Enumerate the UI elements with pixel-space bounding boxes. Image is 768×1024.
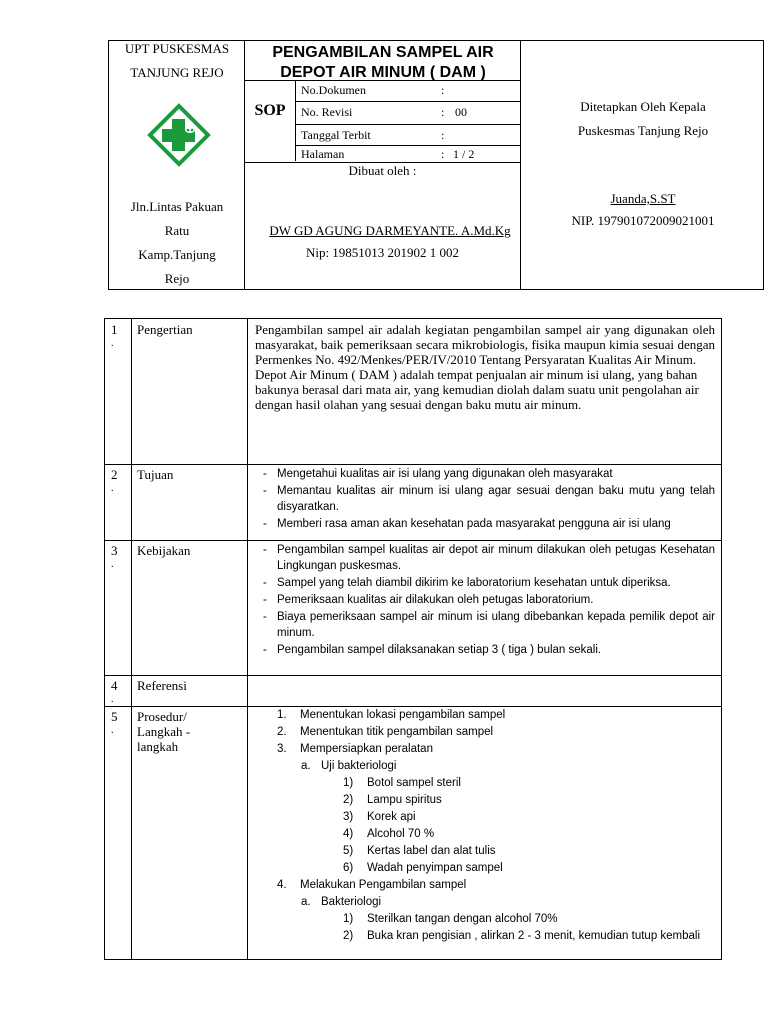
tool-number: 3) (343, 811, 354, 823)
label-line: Langkah - (137, 724, 191, 739)
tool-text: Korek api (367, 811, 416, 823)
number-text: 5 (111, 709, 118, 724)
number-text: 4 (111, 678, 118, 693)
tool-number: 6) (343, 862, 354, 874)
step-text: Menentukan titik pengambilan sampel (300, 726, 494, 738)
org-name (109, 37, 245, 85)
step-number: 2. (277, 726, 287, 738)
pengertian-text (255, 322, 715, 412)
sop-label: SOP (254, 102, 286, 119)
section-label-pengertian: Pengertian (137, 322, 193, 337)
org-line-1: UPT PUSKESMAS (124, 41, 230, 56)
number-dot: . (111, 725, 114, 736)
label-line: langkah (137, 739, 179, 754)
tool-text: Lampu spiritus (367, 794, 442, 806)
number-text: 2 (111, 467, 118, 482)
doc-row-label: Halaman (301, 147, 345, 161)
list-item: - Mengetahui kualitas air isi ulang yang digunakan oleh masyarakat (263, 468, 613, 480)
section-number (111, 468, 118, 496)
section-label-prosedur (137, 709, 190, 754)
tool-number: 4) (343, 828, 354, 840)
doc-row-label: Tanggal Terbit (301, 128, 371, 142)
divider (295, 124, 520, 125)
substep-text: Bakteriologi (321, 896, 382, 908)
divider (247, 319, 248, 959)
action-number: 1) (343, 913, 354, 925)
org-line-2: TANJUNG REJO (130, 65, 224, 80)
step-number: 3. (277, 743, 287, 755)
puskesmas-logo (147, 103, 211, 167)
list-item-text: Memberi rasa aman akan kesehatan pada masyarakat pengguna air isi ulang (277, 518, 671, 530)
document-title (245, 43, 521, 83)
section-number (111, 323, 118, 351)
tool-text: Kertas label dan alat tulis (367, 845, 496, 857)
divider (105, 540, 721, 541)
prosedur-steps (255, 707, 715, 957)
list-item-text: Sampel yang telah diambil dikirim ke laboratorium kesehatan untuk diperiksa. (277, 577, 671, 589)
title-line-1: PENGAMBILAN SAMPEL AIR (272, 44, 494, 61)
step-text: Mempersiapkan peralatan (300, 743, 433, 755)
divider (295, 101, 520, 102)
list-item: - Pemeriksaan kualitas air dilakukan oleh petugas laboratorium. (263, 594, 594, 606)
list-item-text: Pengambilan sampel kualitas air depot air minum dilakukan oleh petugas Kesehatan Lingkungan puskesmas. (277, 544, 715, 572)
divider (131, 319, 132, 959)
number-text: 3 (111, 543, 118, 558)
number-text: 1 (111, 322, 118, 337)
address-line: Jln.Lintas Pakuan (130, 199, 224, 214)
pengertian-paragraph: Pengambilan sampel air adalah kegiatan pengambilan sampel air yang digunakan oleh masyarakat, baik pemeriksaan secara mikrobiologis, fisika maupun kimia sesuai dengan Permenkes No. 492/Menkes/PER/IV/2010 Tentang Persyaratan Kualitas Air Minum. (255, 322, 715, 367)
approver-nip: NIP. 197901072009021001 (571, 213, 715, 228)
list-item-text: Biaya pemeriksaan sampel air minum isi ulang dibebankan kepada pemilik depot air minum. (277, 611, 715, 639)
section-number (111, 710, 118, 738)
list-item-text: Pemeriksaan kualitas air dilakukan oleh petugas laboratorium. (277, 594, 594, 606)
tool-number: 5) (343, 845, 354, 857)
doc-row-revisi (297, 103, 352, 121)
list-item-text: Pengambilan sampel dilaksanakan setiap 3 ( tiga ) bulan sekali. (277, 644, 602, 656)
pengertian-paragraph: Depot Air Minum ( DAM ) adalah tempat penjualan air minum isi ulang, yang bahan bakunya berasal dari mata air, yang kemudian diolah dalam suatu unit pengolahan air dengan hasil olahan yang sesuai dengan baku mutu air minum. (255, 367, 699, 412)
approver-name: Juanda,S.ST (610, 191, 676, 206)
list-item: - Memberi rasa aman akan kesehatan pada masyarakat pengguna air isi ulang (263, 518, 671, 530)
section-number (111, 679, 118, 707)
substep-text: Uji bakteriologi (321, 760, 397, 772)
section-label-tujuan: Tujuan (137, 467, 174, 482)
list-item: - Sampel yang telah diambil dikirim ke laboratorium kesehatan untuk diperiksa. (263, 577, 671, 589)
tool-text: Alcohol 70 % (367, 828, 435, 840)
doc-row-sep: : (441, 128, 445, 142)
step-number: 1. (277, 709, 287, 721)
sop-content-table (104, 318, 722, 960)
label-line: Prosedur/ (137, 709, 187, 724)
action-number: 2) (343, 930, 354, 942)
doc-row-sep: : (441, 83, 445, 97)
list-item-text: Mengetahui kualitas air isi ulang yang digunakan oleh masyarakat (277, 468, 613, 480)
list-item: - Memantau kualitas air minum isi ulang agar sesuai dengan baku mutu yang telah disyaratkan. (263, 485, 715, 513)
approval-line-1: Ditetapkan Oleh Kepala (580, 99, 706, 114)
number-dot: . (111, 694, 114, 705)
section-number (111, 544, 118, 572)
tujuan-list (255, 466, 715, 533)
substep-letter: a. (301, 896, 311, 908)
substep-letter: a. (301, 760, 311, 772)
tool-number: 2) (343, 794, 354, 806)
list-item: - Pengambilan sampel dilaksanakan setiap 3 ( tiga ) bulan sekali. (263, 644, 602, 656)
doc-row-sep: : (441, 147, 445, 161)
doc-row-sep: : (441, 105, 445, 119)
doc-row-value: 1 / 2 (453, 147, 475, 161)
puskesmas-logo-icon (147, 103, 211, 167)
maker-name: DW GD AGUNG DARMEYANTE. A.Md.Kg (269, 223, 511, 238)
action-text: Sterilkan tangan dengan alcohol 70% (367, 913, 558, 925)
action-text: Buka kran pengisian , alirkan 2 - 3 menit, kemudian tutup kembali (367, 930, 701, 942)
section-label-kebijakan: Kebijakan (137, 543, 191, 558)
list-item: - Biaya pemeriksaan sampel air minum isi ulang dibebankan kepada pemilik depot air minum. (263, 611, 715, 639)
divider (105, 464, 721, 465)
kebijakan-list (255, 542, 715, 659)
org-address (109, 195, 245, 291)
list-item: - Pengambilan sampel kualitas air depot air minum dilakukan oleh petugas Kesehatan Lingkungan puskesmas. (263, 544, 715, 572)
number-dot: . (111, 483, 114, 494)
doc-row-tanggal (297, 126, 371, 144)
list-item-text: Memantau kualitas air minum isi ulang agar sesuai dengan baku mutu yang telah disyaratkan. (277, 485, 715, 513)
tool-text: Botol sampel steril (367, 777, 461, 789)
number-dot: . (111, 338, 114, 349)
doc-row-label: No.Dokumen (301, 83, 366, 97)
sop-header (108, 40, 764, 290)
step-text: Menentukan lokasi pengambilan sampel (300, 709, 506, 721)
maker-nip: Nip: 19851013 201902 1 002 (305, 245, 460, 260)
number-dot: . (111, 559, 114, 570)
doc-row-dokumen (297, 81, 366, 99)
step-number: 4. (277, 879, 287, 891)
doc-row-value: 00 (455, 105, 467, 119)
tool-text: Wadah penyimpan sampel (367, 862, 503, 874)
doc-row-label: No. Revisi (301, 105, 353, 119)
approval-line-2: Puskesmas Tanjung Rejo (577, 123, 709, 138)
tool-number: 1) (343, 777, 354, 789)
made-by-label: Dibuat oleh : (348, 163, 417, 178)
address-line: Kamp.Tanjung (138, 247, 216, 262)
title-line-2: DEPOT AIR MINUM ( DAM ) (280, 64, 486, 81)
divider (295, 80, 296, 161)
section-label-referensi: Referensi (137, 678, 187, 693)
divider (105, 675, 721, 676)
step-text: Melakukan Pengambilan sampel (300, 879, 467, 891)
address-line: Ratu (164, 223, 190, 238)
address-line: Rejo (164, 271, 190, 286)
